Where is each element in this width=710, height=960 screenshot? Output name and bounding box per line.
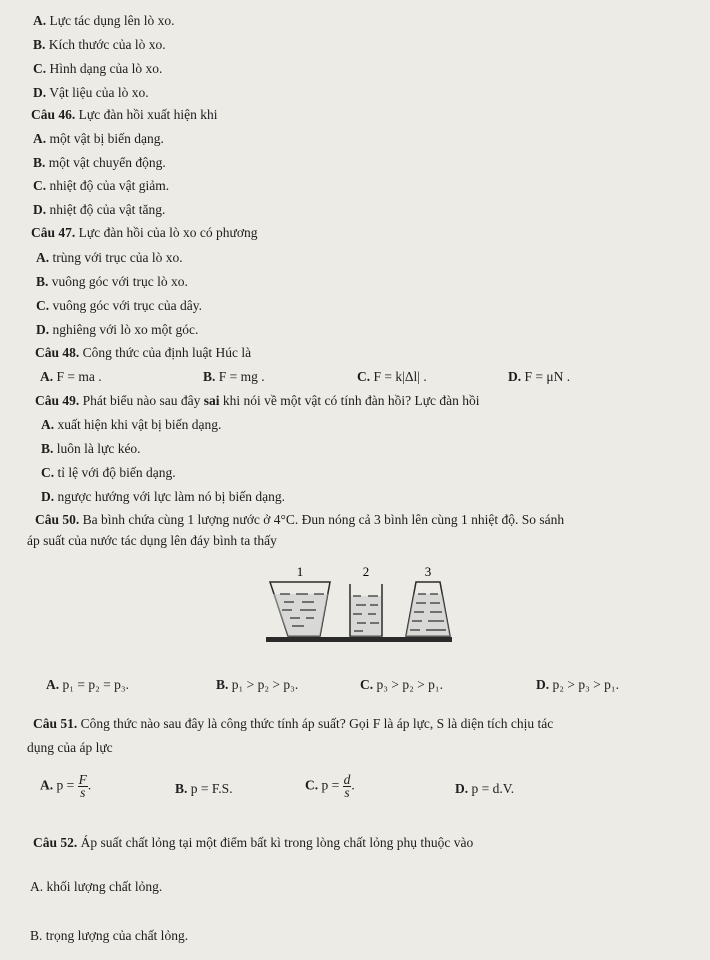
q46-option-a: A. một vật bị biến dạng.	[33, 131, 164, 146]
q50-option-b: B. p₁ > p₂ > p₃.	[216, 677, 299, 692]
q52-option-a: A. khối lượng chất lỏng.	[30, 879, 163, 894]
q49-option-b: B. luôn là lực kéo.	[41, 441, 141, 456]
q51-stem-line2: dụng của áp lực	[27, 740, 113, 755]
container-label-1: 1	[296, 564, 304, 579]
q51-option-b: B. p = F.S.	[175, 781, 233, 796]
q45-option-c: C. Hình dạng của lò xo.	[33, 61, 163, 76]
q48-option-b: B. F = mg .	[203, 369, 265, 384]
q45-option-a: A. Lực tác dụng lên lò xo.	[33, 13, 175, 28]
q45-option-b: B. Kích thước của lò xo.	[33, 37, 166, 52]
container-3	[406, 582, 450, 636]
q50-option-d: D. p₂ > p₃ > p₁.	[536, 677, 619, 692]
container-label-3: 3	[424, 564, 432, 579]
q52-stem: Câu 52. Áp suất chất lỏng tại một điểm bất kì trong lòng chất lỏng phụ thuộc vào	[33, 835, 474, 850]
q47-option-b: B. vuông góc với trục lò xo.	[36, 274, 188, 289]
q51-option-c: C. p = $\frac{d}{s}$ .	[305, 772, 355, 800]
q48-option-d: D. F = μN .	[508, 369, 571, 384]
q47-option-d: D. nghiêng với lò xo một góc.	[36, 322, 199, 337]
q48-option-a: A. F = ma .	[40, 369, 102, 384]
container-1	[270, 582, 330, 636]
q46-stem: Câu 46. Lực đàn hồi xuất hiện khi	[31, 107, 218, 122]
q50-option-c: C. p₃ > p₂ > p₁.	[360, 677, 443, 692]
q45-option-d: D. Vật liệu của lò xo.	[33, 85, 149, 100]
containers-svg	[262, 560, 452, 650]
q50-option-a: A. p₁ = p₂ = p₃.	[46, 677, 129, 692]
q48-option-c: C. F = k|Δl| .	[357, 369, 427, 384]
q49-option-a: A. xuất hiện khi vật bị biến dạng.	[41, 417, 222, 432]
container-label-2: 2	[362, 564, 370, 579]
q49-option-d: D. ngược hướng với lực làm nó bị biến dạng.	[41, 489, 285, 504]
q51-option-a: A. p = $\frac{F}{s}$ .	[40, 772, 92, 800]
q46-option-c: C. nhiệt độ của vật giảm.	[33, 178, 170, 193]
q51-option-d: D. p = d.V.	[455, 781, 515, 796]
container-base	[266, 637, 452, 642]
q50-stem-line1: Câu 50. Ba bình chứa cùng 1 lượng nước ở 4°C. Đun nóng cả 3 bình lên cùng 1 nhiệt độ. So sánh	[35, 512, 565, 527]
q51-stem-line1: Câu 51. Công thức nào sau đây là công thức tính áp suất? Gọi F là áp lực, S là diện tích chịu tác	[33, 716, 554, 731]
q47-option-a: A. trùng với trục của lò xo.	[36, 250, 183, 265]
q48-stem: Câu 48. Công thức của định luật Húc là	[35, 345, 252, 360]
q47-option-c: C. vuông góc với trục của dây.	[36, 298, 202, 313]
q49-option-c: C. tỉ lệ với độ biến dạng.	[41, 465, 176, 480]
q47-stem: Câu 47. Lực đàn hồi của lò xo có phương	[31, 225, 258, 240]
q46-option-d: D. nhiệt độ của vật tăng.	[33, 202, 166, 217]
q52-option-b: B. trọng lượng của chất lỏng.	[30, 928, 189, 943]
q50-stem-line2: áp suất của nước tác dụng lên đáy bình ta thấy	[27, 533, 277, 548]
fraction-d-over-s: $\frac{d}{s}$	[343, 772, 351, 800]
container-2	[350, 584, 382, 636]
q46-option-b: B. một vật chuyển động.	[33, 155, 166, 170]
q50-containers-figure	[262, 560, 452, 650]
fraction-f-over-s: $\frac{F}{s}$	[78, 772, 87, 800]
q49-stem: Câu 49. Phát biểu nào sau đây sai khi nói về một vật có tính đàn hồi? Lực đàn hồi	[35, 393, 480, 408]
